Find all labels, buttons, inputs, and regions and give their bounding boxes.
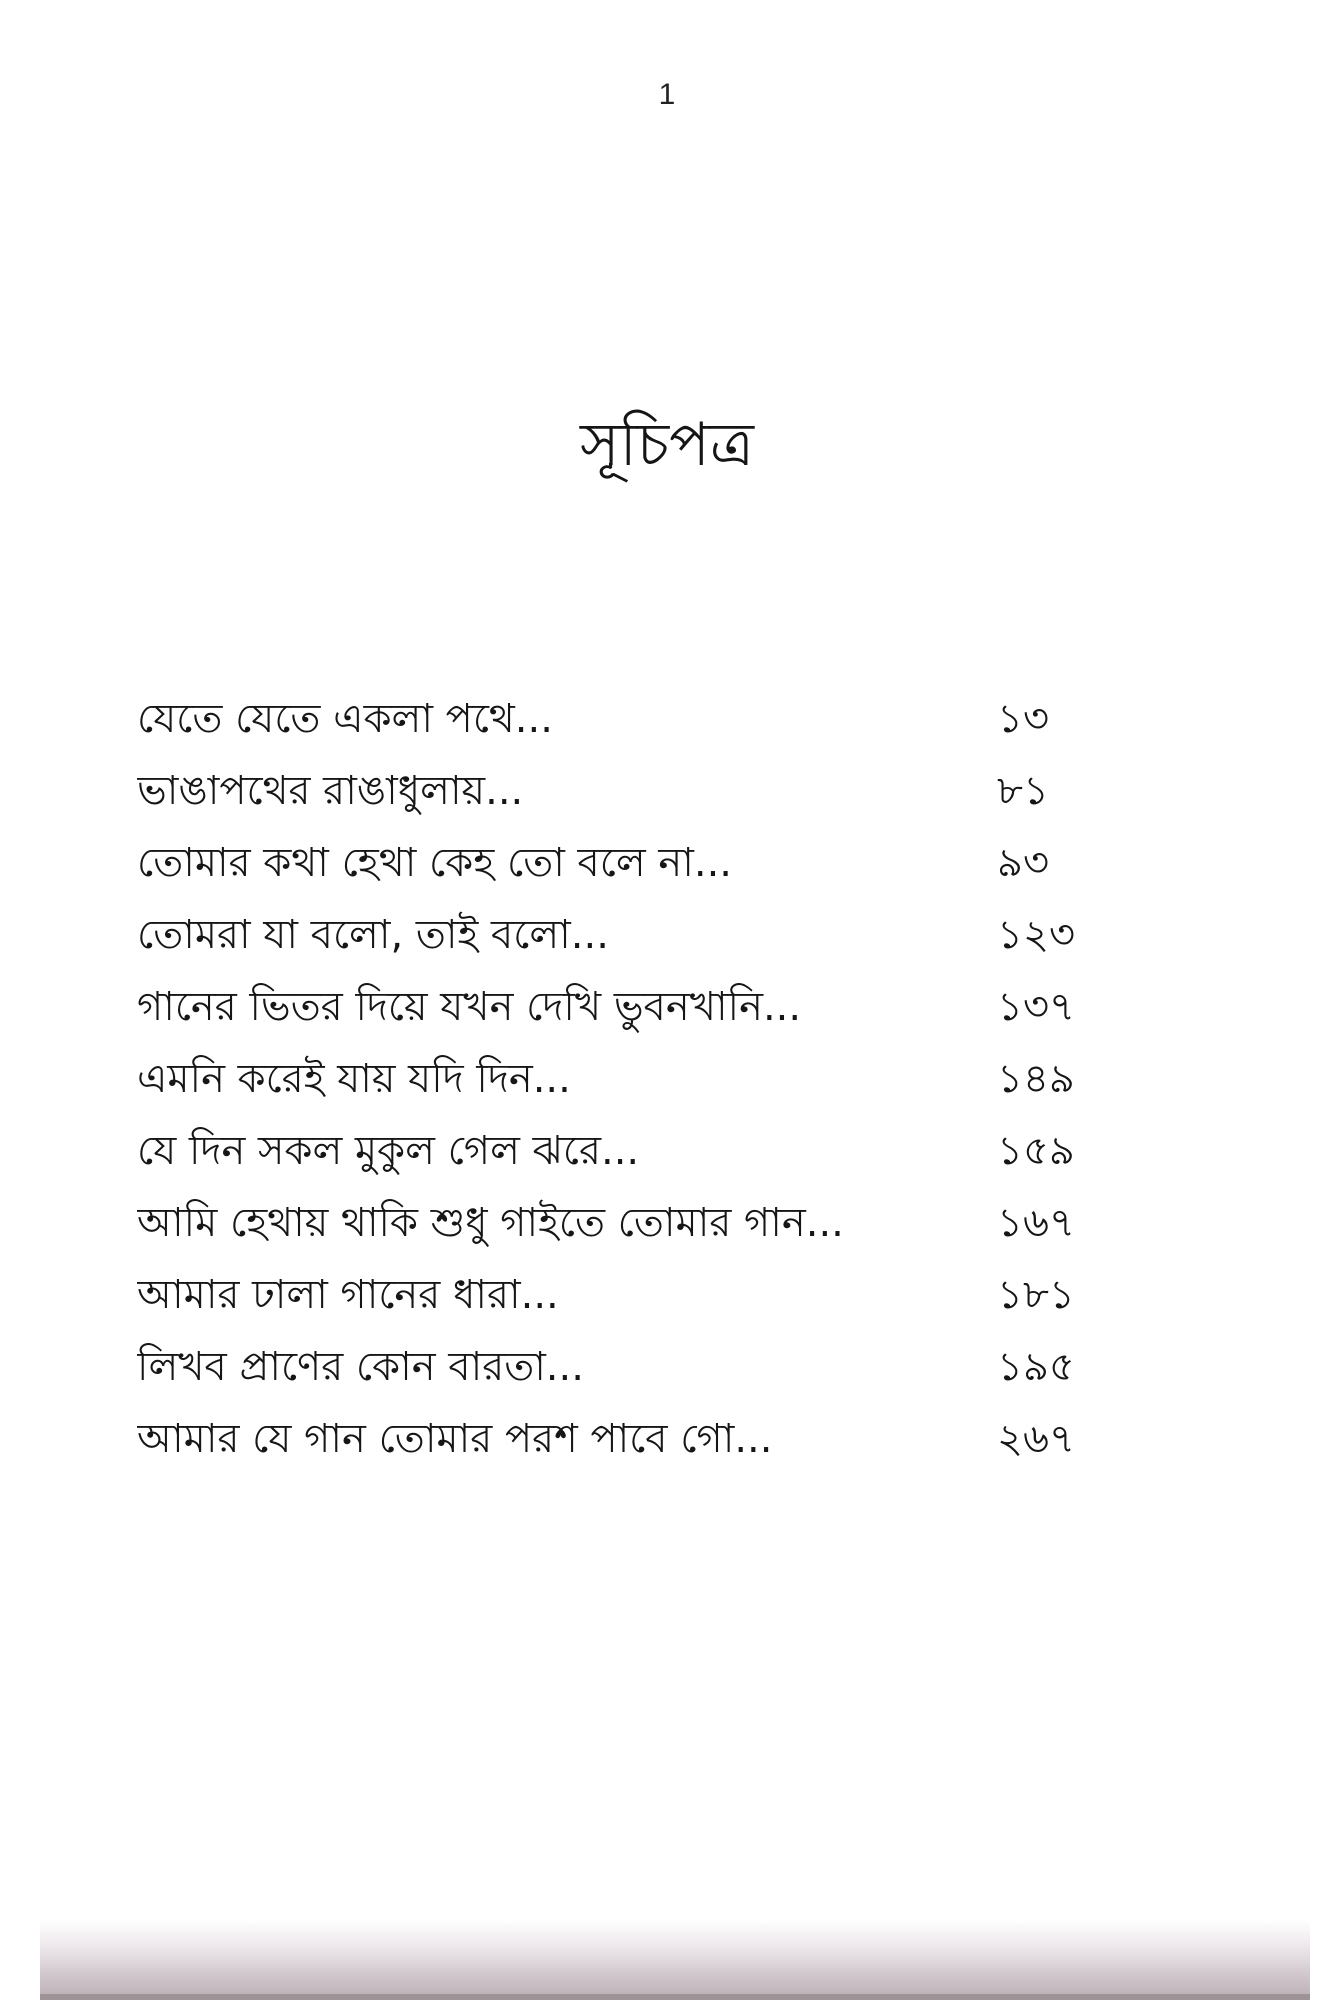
- toc-entry: [137, 899, 1077, 971]
- page-number: 1: [658, 78, 676, 111]
- toc-entry: [137, 1259, 1077, 1331]
- toc-entry-title: তোমার কথা হেথা কেহ তো বলে না...: [137, 840, 733, 886]
- page-bottom-edge: [40, 1994, 1310, 2000]
- toc-entry-page: ১৫৯: [997, 1128, 1075, 1174]
- table-of-contents: [137, 683, 1077, 1475]
- toc-entry: [137, 971, 1077, 1043]
- toc-entry-page: ১৮১: [997, 1272, 1075, 1318]
- toc-entry-page: ১২৩: [997, 912, 1075, 958]
- toc-entry-title: যেতে যেতে একলা পথে...: [137, 696, 553, 742]
- toc-entry-title: গানের ভিতর দিয়ে যখন দেখি ভুবনখানি...: [137, 984, 802, 1030]
- toc-entry-page: ৯৩: [997, 840, 1049, 886]
- toc-entry-title: তোমরা যা বলো, তাই বলো...: [137, 912, 609, 958]
- toc-entry-page: ৮১: [997, 768, 1049, 814]
- toc-entry-title: এমনি করেই যায় যদি দিন...: [137, 1056, 571, 1102]
- toc-entry: [137, 827, 1077, 899]
- page-bottom-shadow: [40, 1920, 1310, 2000]
- toc-entry: [137, 683, 1077, 755]
- toc-entry-page: ১৩৭: [997, 984, 1075, 1030]
- toc-entry-page: ১৬৭: [997, 1200, 1075, 1246]
- toc-entry-page: ২৬৭: [997, 1416, 1076, 1462]
- toc-entry-page: ১৪৯: [997, 1056, 1075, 1102]
- toc-entry-title: ভাঙাপথের রাঙাধুলায়...: [137, 768, 524, 814]
- page-title: সূচিপত্র: [580, 410, 754, 480]
- toc-entry-page: ১৩: [997, 696, 1049, 742]
- toc-entry: [137, 1115, 1077, 1187]
- toc-entry: [137, 1403, 1077, 1475]
- toc-entry: [137, 1187, 1077, 1259]
- toc-entry-title: আমার যে গান তোমার পরশ পাবে গো...: [137, 1416, 773, 1462]
- toc-entry: [137, 755, 1077, 827]
- toc-entry-title: যে দিন সকল মুকুল গেল ঝরে...: [137, 1128, 640, 1174]
- toc-entry: [137, 1043, 1077, 1115]
- toc-entry-title: আমার ঢালা গানের ধারা...: [137, 1272, 559, 1318]
- toc-entry-title: আমি হেথায় থাকি শুধু গাইতে তোমার গান...: [137, 1200, 844, 1246]
- toc-entry-title: লিখব প্রাণের কোন বারতা...: [137, 1344, 584, 1390]
- toc-entry: [137, 1331, 1077, 1403]
- toc-entry-page: ১৯৫: [997, 1344, 1075, 1390]
